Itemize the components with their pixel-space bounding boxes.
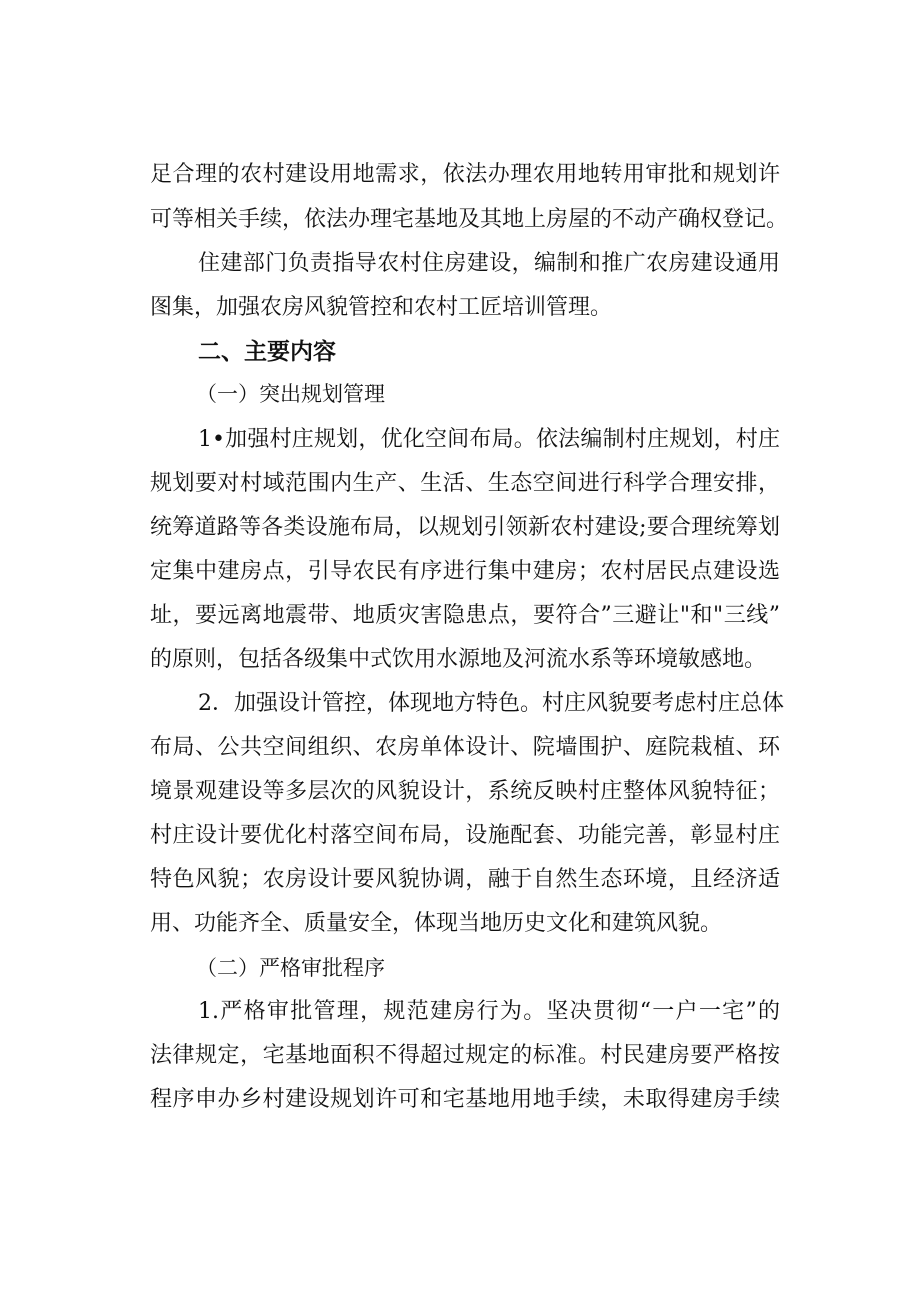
- paragraph-line: 布局、公共空间组织、农房单体设计、院墙围护、庭院栽植、环: [150, 735, 780, 760]
- paragraph-line: 1.严格审批管理，规范建房行为。坚决贯彻“一户一宅”的: [198, 999, 780, 1024]
- paragraph-line: 境景观建设等多层次的风貌设计，系统反映村庄整体风貌特征；: [150, 779, 780, 804]
- paragraph-line: 统筹道路等各类设施布局，以规划引领新农村建设;要合理统筹划: [150, 515, 780, 540]
- section-heading: 二、主要内容: [198, 339, 336, 365]
- paragraph-line: 村庄设计要优化村落空间布局，设施配套、功能完善，彰显村庄: [150, 823, 780, 848]
- paragraph-line: 1•加强村庄规划，优化空间布局。依法编制村庄规划，村庄: [198, 427, 780, 452]
- paragraph-line: 址，要远离地震带、地质灾害隐患点，要符合”三避让"和"三线”: [150, 603, 780, 628]
- paragraph-line: 法律规定，宅基地面积不得超过规定的标准。村民建房要严格按: [150, 1043, 780, 1068]
- paragraph-line: 程序申办乡村建设规划许可和宅基地用地手续，未取得建房手续: [150, 1087, 780, 1112]
- paragraph-line: 的原则，包括各级集中式饮用水源地及河流水系等环境敏感地。: [150, 647, 767, 672]
- paragraph-line: 住建部门负责指导农村住房建设，编制和推广农房建设通用: [198, 251, 780, 276]
- subsection-heading: （一）突出规划管理: [196, 382, 385, 406]
- paragraph-line: 足合理的农村建设用地需求，依法办理农用地转用审批和规划许: [150, 162, 780, 187]
- paragraph-line: 定集中建房点，引导农民有序进行集中建房；农村居民点建设选: [150, 559, 780, 584]
- subsection-heading: （二）严格审批程序: [196, 956, 385, 980]
- paragraph-line: 规划要对村域范围内生产、生活、生态空间进行科学合理安排，: [150, 471, 780, 496]
- paragraph-line: 2．加强设计管控，体现地方特色。村庄风貌要考虑村庄总体: [198, 691, 784, 716]
- paragraph-line: 特色风貌；农房设计要风貌协调，融于自然生态环境，且经济适: [150, 867, 780, 892]
- paragraph-line: 用、功能齐全、质量安全，体现当地历史文化和建筑风貌。: [150, 911, 723, 936]
- paragraph-line: 可等相关手续，依法办理宅基地及其地上房屋的不动产确权登记。: [150, 207, 789, 232]
- paragraph-line: 图集，加强农房风貌管控和农村工匠培训管理。: [150, 295, 613, 320]
